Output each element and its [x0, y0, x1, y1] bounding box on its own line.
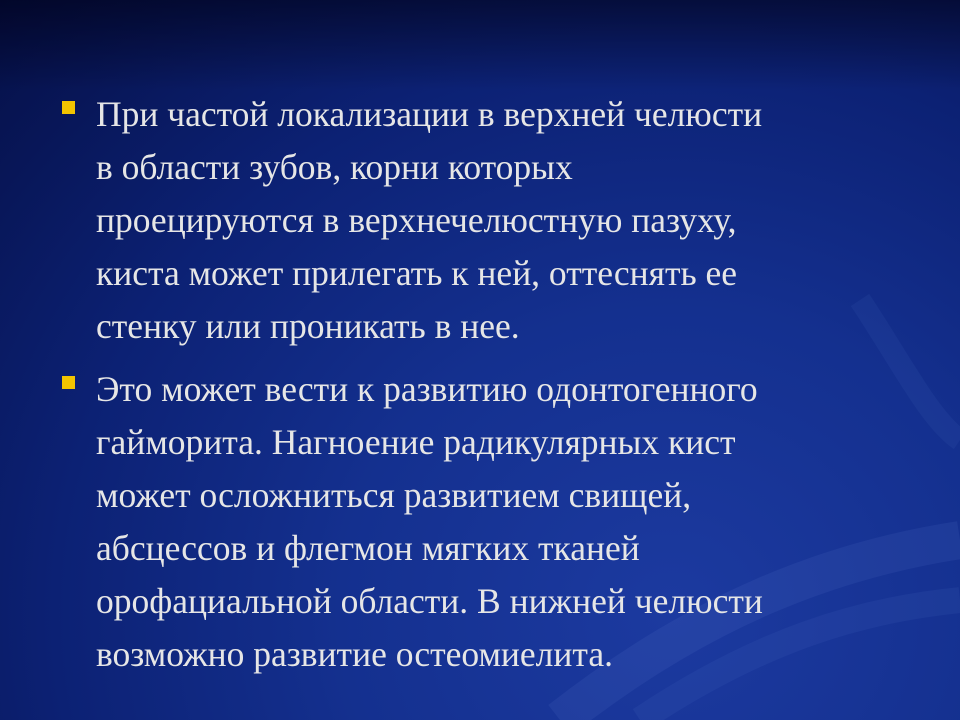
- bullet-item: [62, 363, 922, 681]
- bullet-list: [62, 88, 922, 691]
- bullet-text: Это может вести к развитию одонтогенного гайморита. Нагноение радикулярных кист может осложниться развитием свищей, абсцессов и флегмон мягких тканей орофациальной области. В нижней челюсти возможно развитие остеомиелита.: [96, 369, 763, 674]
- square-bullet-icon: [62, 376, 75, 389]
- bullet-item: [62, 88, 922, 353]
- square-bullet-icon: [62, 101, 75, 114]
- bullet-text: При частой локализации в верхней челюсти в области зубов, корни которых проецируются в верхнечелюстную пазуху, киста может прилегать к ней, оттеснять ее стенку или проникать в нее.: [96, 94, 763, 346]
